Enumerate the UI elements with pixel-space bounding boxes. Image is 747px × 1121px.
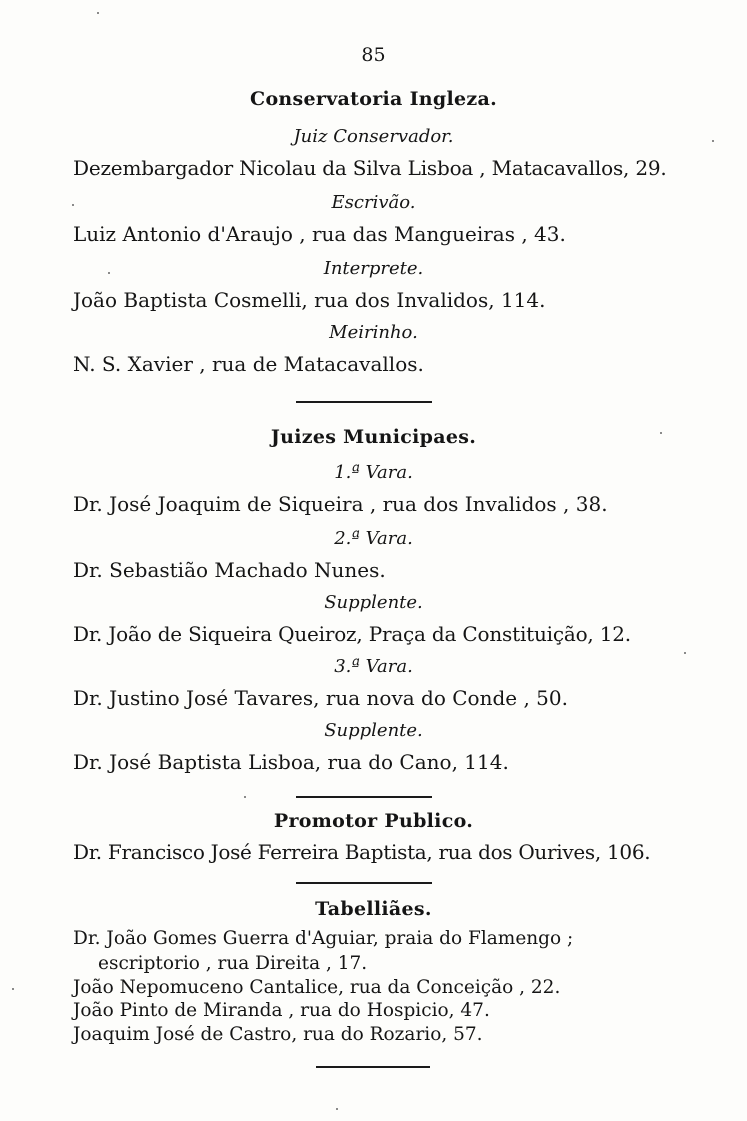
print-speck xyxy=(244,796,246,798)
entry-supplente-2: Dr. José Baptista Lisboa, rua do Cano, 114. xyxy=(73,750,509,774)
entry-vara-3: Dr. Justino José Tavares, rua nova do Conde , 50. xyxy=(73,686,568,710)
label-vara-3: 3.ª Vara. xyxy=(334,656,413,677)
entry-vara-1: Dr. José Joaquim de Siqueira , rua dos Invalidos , 38. xyxy=(73,492,608,516)
label-supplente-1: Supplente. xyxy=(324,592,423,613)
page-number: 85 xyxy=(361,44,386,66)
section-title-promotor: Promotor Publico. xyxy=(273,810,474,832)
print-speck xyxy=(97,12,99,14)
entry-escrivao: Luiz Antonio d'Araujo , rua das Mangueiras , 43. xyxy=(73,222,566,246)
section-title-juizes: Juizes Municipaes. xyxy=(270,426,477,448)
entry-tabelliao-1-continuation: escriptorio , rua Direita , 17. xyxy=(98,953,368,974)
print-speck xyxy=(684,652,686,654)
print-speck xyxy=(12,988,14,990)
section-title-tabelliaes: Tabelliães. xyxy=(315,898,432,920)
section-divider xyxy=(296,401,432,403)
entry-supplente-1: Dr. João de Siqueira Queiroz, Praça da Constituição, 12. xyxy=(73,622,631,646)
section-divider xyxy=(296,796,432,798)
print-speck xyxy=(660,432,662,434)
role-label-juiz: Juiz Conservador. xyxy=(293,126,454,147)
print-speck xyxy=(72,204,74,206)
label-supplente-2: Supplente. xyxy=(324,720,423,741)
entry-tabelliao-3: João Pinto de Miranda , rua do Hospicio, 47. xyxy=(73,1000,490,1021)
entry-interprete: João Baptista Cosmelli, rua dos Invalidos, 114. xyxy=(73,288,546,312)
entry-tabelliao-2: João Nepomuceno Cantalice, rua da Conceição , 22. xyxy=(73,977,561,998)
label-vara-2: 2.ª Vara. xyxy=(334,528,413,549)
label-vara-1: 1.ª Vara. xyxy=(334,462,413,483)
entry-juiz: Dezembargador Nicolau da Silva Lisboa , Matacavallos, 29. xyxy=(73,156,667,180)
section-divider xyxy=(316,1066,430,1068)
section-title-conservatoria: Conservatoria Ingleza. xyxy=(250,88,497,110)
entry-tabelliao-1: Dr. João Gomes Guerra d'Aguiar, praia do Flamengo ; xyxy=(73,928,574,949)
print-speck xyxy=(108,272,110,274)
role-label-interprete: Interprete. xyxy=(323,258,424,279)
entry-vara-2: Dr. Sebastião Machado Nunes. xyxy=(73,558,386,582)
print-speck xyxy=(712,140,714,142)
entry-promotor: Dr. Francisco José Ferreira Baptista, rua dos Ourives, 106. xyxy=(73,840,651,864)
section-divider xyxy=(296,882,432,884)
entry-tabelliao-4: Joaquim José de Castro, rua do Rozario, 57. xyxy=(73,1024,483,1045)
role-label-escrivao: Escrivão. xyxy=(331,192,416,213)
entry-meirinho: N. S. Xavier , rua de Matacavallos. xyxy=(73,352,424,376)
print-speck xyxy=(336,1108,338,1110)
role-label-meirinho: Meirinho. xyxy=(329,322,418,343)
